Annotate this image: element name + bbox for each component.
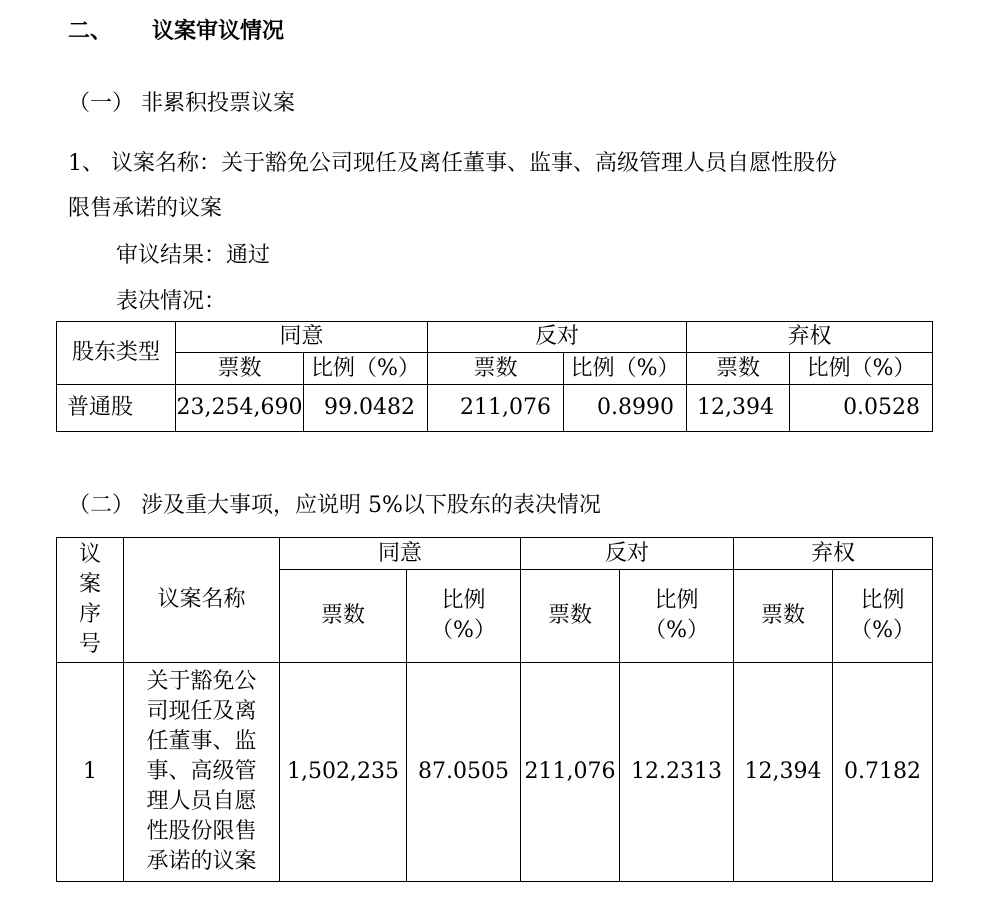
cell-agree-votes: 23,254,690	[176, 385, 304, 432]
proposal-name-line1: 1、 议案名称：关于豁免公司现任及离任董事、监事、高级管理人员自愿性股份	[68, 151, 837, 176]
cell-agree-votes: 1,502,235	[280, 663, 407, 882]
col-header-shareholder-type: 股东类型	[57, 322, 176, 385]
section-title: 议案审议情况	[152, 18, 285, 44]
vote-table-1	[56, 321, 933, 432]
cell-abstain-ratio: 0.7182	[833, 663, 933, 882]
cell-against-votes: 211,076	[428, 385, 564, 432]
col-header-seq: 议案序号	[57, 538, 124, 663]
cell-abstain-votes: 12,394	[687, 385, 790, 432]
col-header-agree: 同意	[280, 538, 521, 570]
table-row	[57, 663, 933, 882]
col-header-agree: 同意	[176, 322, 428, 353]
col-header-ratio: 比例（%）	[564, 353, 687, 385]
col-header-proposal-name: 议案名称	[124, 538, 280, 663]
cell-shareholder-type: 普通股	[57, 385, 176, 432]
col-header-against: 反对	[428, 322, 687, 353]
col-header-ratio: 比例（%）	[620, 570, 734, 663]
col-header-abstain: 弃权	[687, 322, 933, 353]
col-header-votes: 票数	[521, 570, 620, 663]
table-row	[57, 385, 933, 432]
cell-abstain-votes: 12,394	[734, 663, 833, 882]
cell-agree-ratio: 87.0505	[407, 663, 521, 882]
col-header-ratio: 比例（%）	[407, 570, 521, 663]
col-header-ratio: 比例（%）	[790, 353, 933, 385]
cell-against-votes: 211,076	[521, 663, 620, 882]
col-header-ratio: 比例（%）	[833, 570, 933, 663]
cell-agree-ratio: 99.0482	[304, 385, 428, 432]
vote-table-2	[56, 537, 933, 882]
cell-against-ratio: 0.8990	[564, 385, 687, 432]
col-header-abstain: 弃权	[734, 538, 933, 570]
cell-proposal-name: 关于豁免公司现任及离任董事、监事、高级管理人员自愿性股份限售承诺的议案	[124, 663, 280, 882]
col-header-votes: 票数	[176, 353, 304, 385]
part2-heading: （二） 涉及重大事项，应说明 5%以下股东的表决情况	[68, 493, 601, 518]
col-header-against: 反对	[521, 538, 734, 570]
proposal-name-line2: 限售承诺的议案	[68, 196, 223, 221]
col-header-votes: 票数	[734, 570, 833, 663]
section-number: 二、	[68, 18, 113, 44]
col-header-votes: 票数	[280, 570, 407, 663]
cell-abstain-ratio: 0.0528	[790, 385, 933, 432]
part1-heading: （一） 非累积投票议案	[68, 91, 295, 116]
cell-against-ratio: 12.2313	[620, 663, 734, 882]
col-header-votes: 票数	[687, 353, 790, 385]
cell-seq: 1	[57, 663, 124, 882]
vote-label: 表决情况：	[116, 289, 227, 314]
review-result: 审议结果：通过	[116, 243, 271, 268]
col-header-ratio: 比例（%）	[304, 353, 428, 385]
col-header-votes: 票数	[428, 353, 564, 385]
